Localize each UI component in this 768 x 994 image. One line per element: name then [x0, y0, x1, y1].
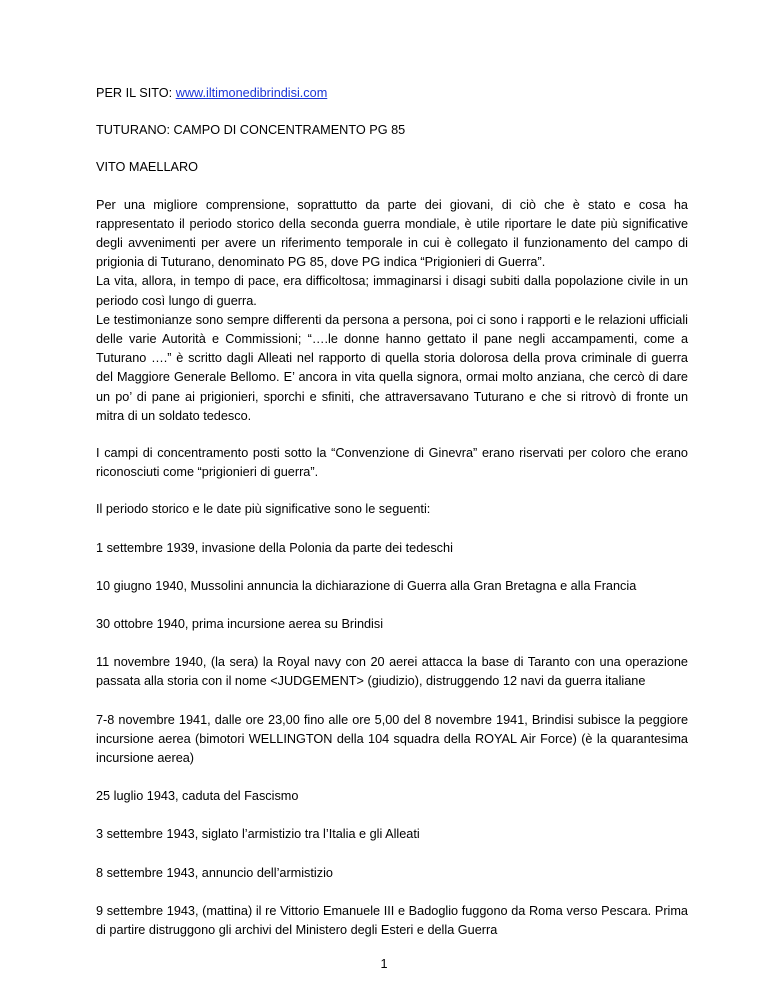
- dates-intro: Il periodo storico e le date più significative sono le seguenti:: [96, 502, 431, 517]
- author-name: VITO MAELLARO: [96, 160, 199, 175]
- intro-paragraph-2: La vita, allora, in tempo di pace, era difficoltosa; immaginarsi i disagi subiti dalla popolazione civile in un periodo così lungo di guerra.: [96, 274, 688, 308]
- site-prefix: PER IL SITO:: [96, 86, 176, 100]
- event-item: 25 luglio 1943, caduta del Fascismo: [96, 789, 299, 804]
- geneva-paragraph: I campi di concentramento posti sotto la “Convenzione di Ginevra” erano riservati per coloro che erano riconosciuti come “prigionieri di guerra”.: [96, 446, 688, 480]
- event-item: 1 settembre 1939, invasione della Polonia da parte dei tedeschi: [96, 540, 453, 555]
- event-item: 3 settembre 1943, siglato l’armistizio tra l’Italia e gli Alleati: [96, 827, 420, 842]
- event-item: 10 giugno 1940, Mussolini annuncia la dichiarazione di Guerra alla Gran Bretagna e alla Francia: [96, 578, 637, 593]
- page-number: 1: [380, 957, 388, 971]
- event-item: 8 settembre 1943, annuncio dell’armistizio: [96, 865, 333, 880]
- event-item: 30 ottobre 1940, prima incursione aerea su Brindisi: [96, 617, 384, 632]
- event-item: 9 settembre 1943, (mattina) il re Vittorio Emanuele III e Badoglio fuggono da Roma verso Pescara. Prima di partire distruggono gli archivi del Ministero degli Esteri e della Guerra: [96, 903, 688, 938]
- event-list: [96, 539, 688, 941]
- intro-paragraph-3: Le testimonianze sono sempre differenti da persona a persona, poi ci sono i rapporti e le relazioni ufficiali delle varie Autorità e Commissioni; “….le donne hanno gettato il pane negli accampamenti, come a Tuturano ….” è scritto dagli Alleati nel rapporto di quella storia dolorosa della prova criminale di guerra del Maggiore Generale Bellomo. E’ ancora in vita quella signora, ormai molto anziana, che cercò di dare un po’ di pane ai prigionieri, sporchi e sfiniti, che attraversavano Tuturano e che si ritrovò di fronte un mitra di un soldato tedesco.: [96, 312, 688, 423]
- site-link[interactable]: www.iltimonedibrindisi.com: [175, 86, 328, 100]
- intro-section: [96, 196, 688, 426]
- event-item: 7-8 novembre 1941, dalle ore 23,00 fino alle ore 5,00 del 8 novembre 1941, Brindisi subisce la peggiore incursione aerea (bimotori WELLINGTON della 104 squadra della ROYAL Air Force) (è la quarantesima incursione aerea): [96, 712, 688, 766]
- event-item: 11 novembre 1940, (la sera) la Royal navy con 20 aerei attacca la base di Taranto con una operazione passata alla storia con il nome <JUDGEMENT> (giudizio), distruggendo 12 navi da guerra italiane: [96, 655, 688, 689]
- intro-paragraph-1: Per una migliore comprensione, soprattutto da parte dei giovani, di ciò che è stato e cosa ha rappresentato il periodo storico della seconda guerra mondiale, è utile riportare le date più significative degli avvenimenti per avere un riferimento temporale in cui è collegato il funzionamento del campo di prigionia di Tuturano, denominato PG 85, dove PG indica “Prigionieri di Guerra”.: [96, 197, 688, 270]
- document-title: TUTURANO: CAMPO DI CONCENTRAMENTO PG 85: [96, 123, 406, 138]
- site-line: [96, 84, 688, 103]
